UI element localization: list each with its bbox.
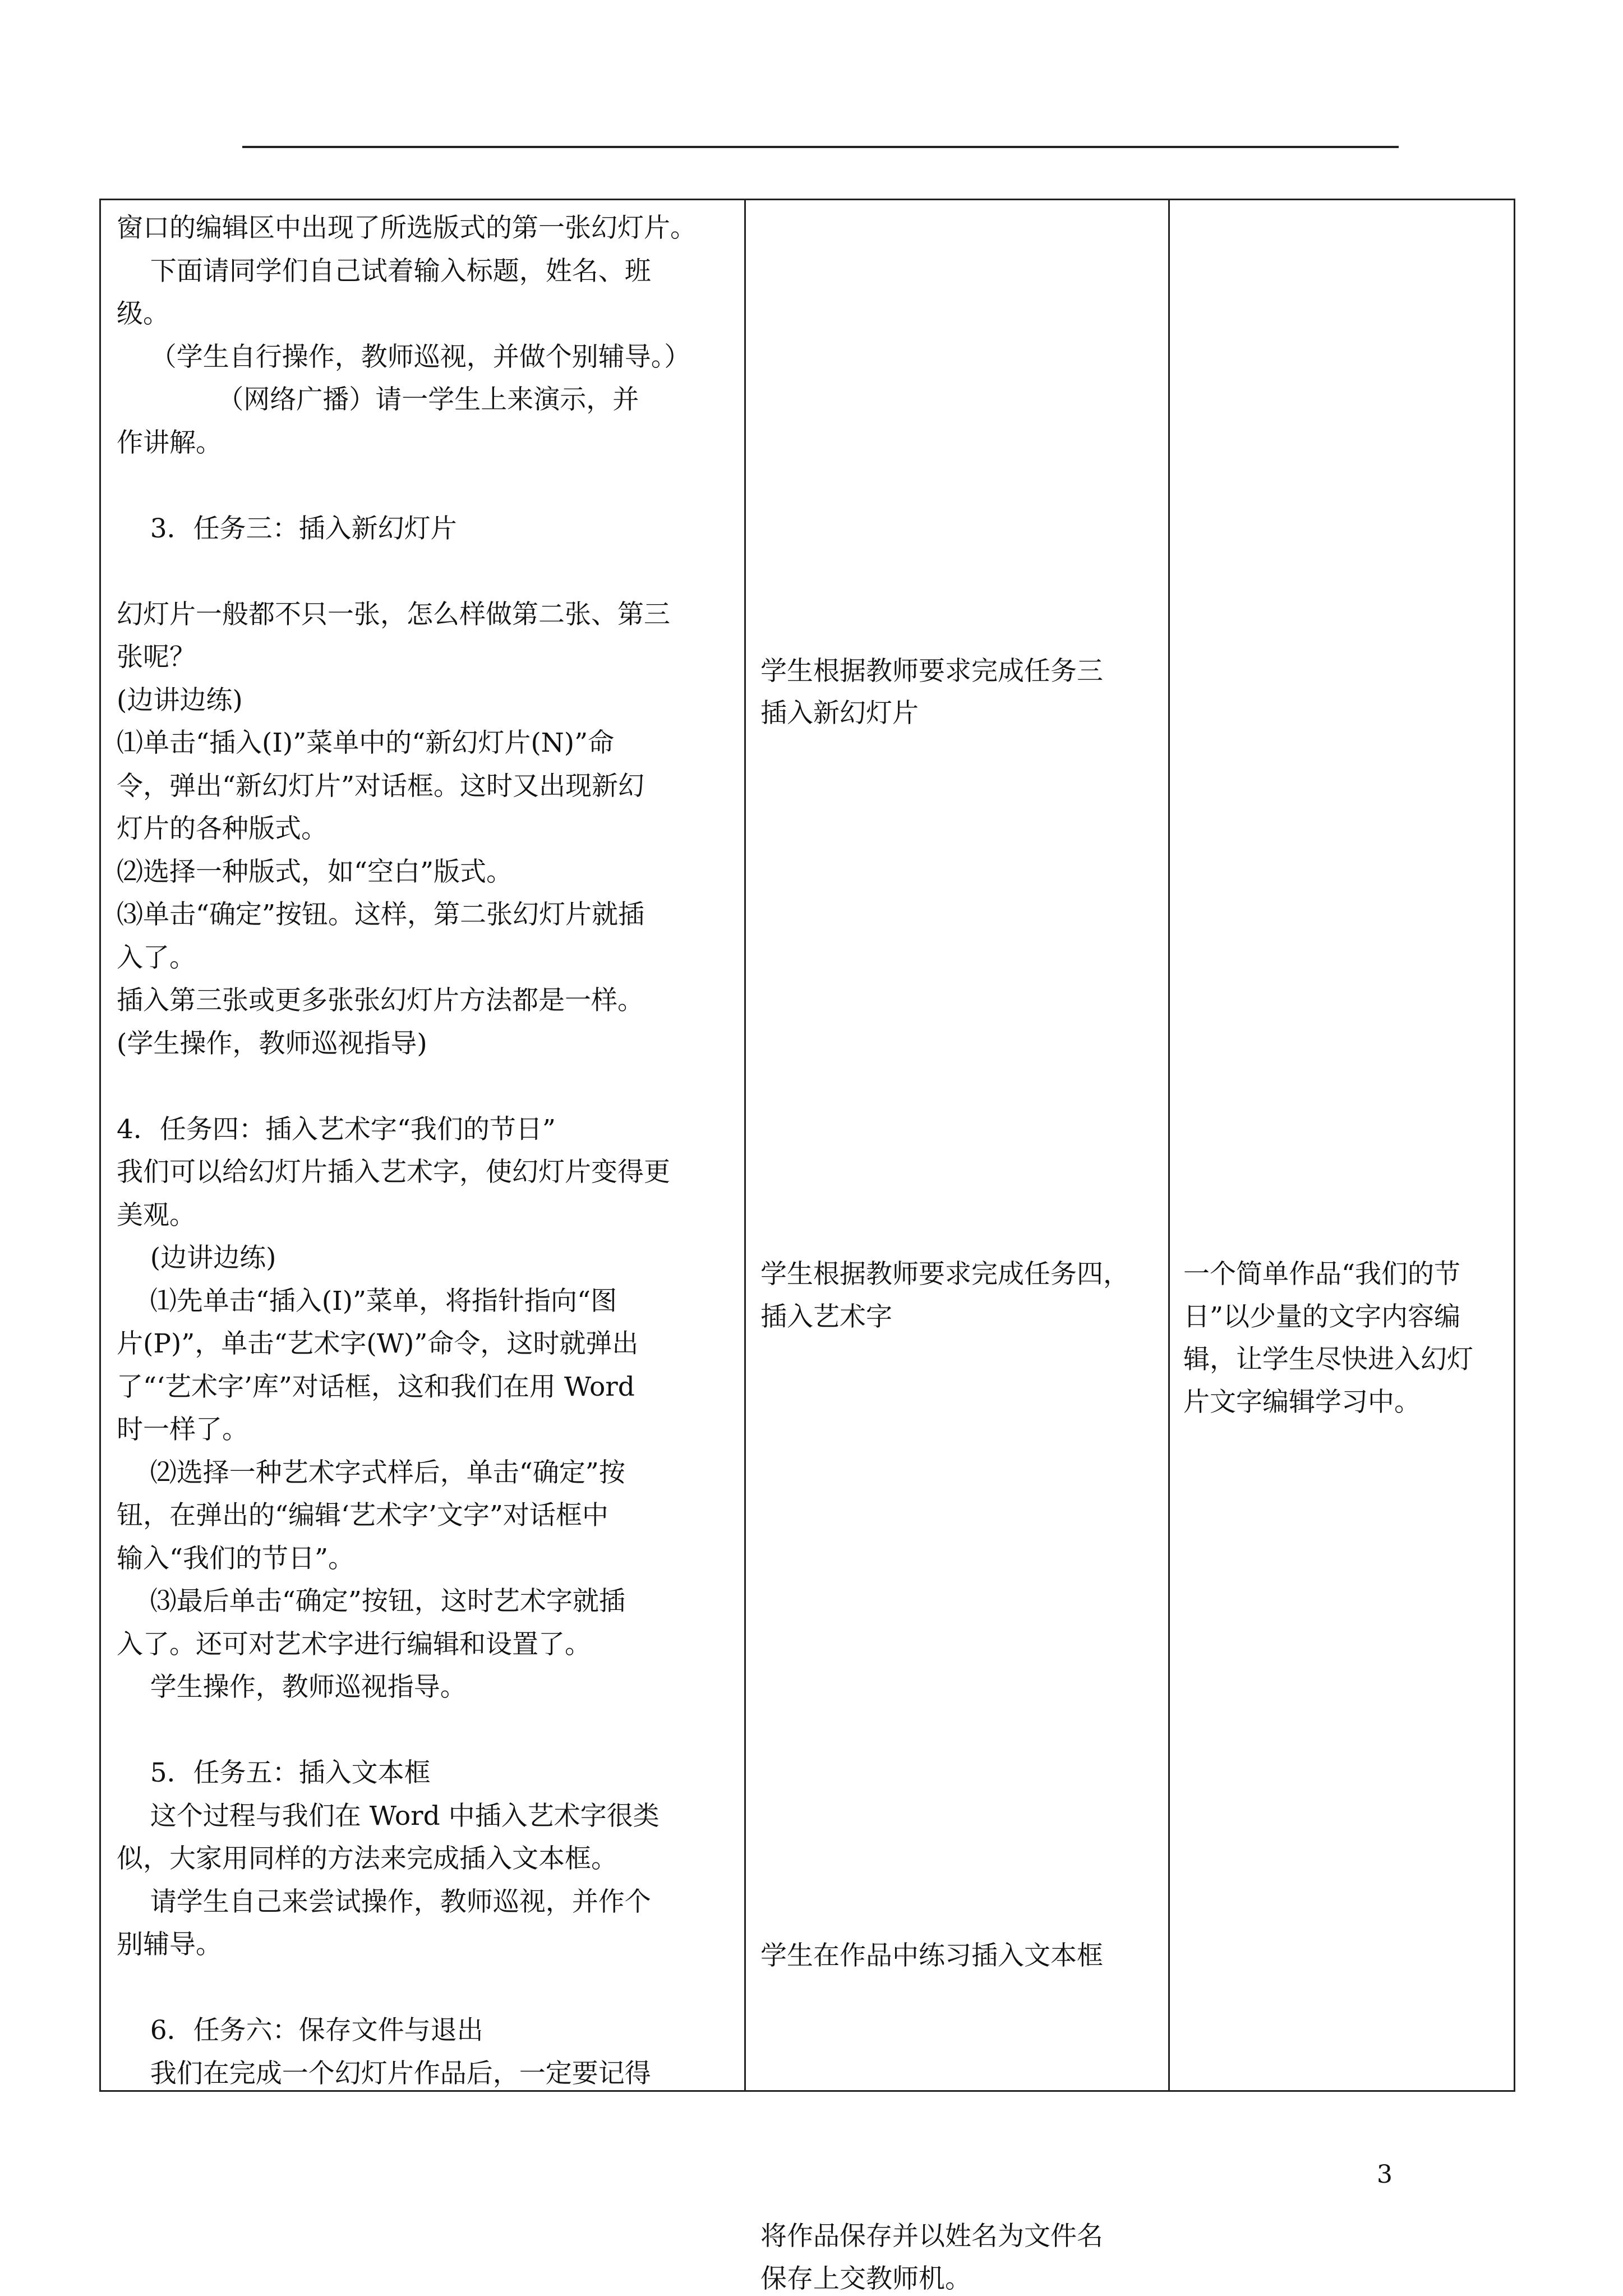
col1-line: （网络广播）请一学生上来演示，并 [117,384,639,415]
col1-line: ⑵选择一种版式，如“空白”版式。 [117,856,513,887]
col3-line: 日”以少量的文字内容编 [1183,1301,1461,1332]
col1-line: 级。 [117,298,169,329]
col1-line: 片(P)”，单击“艺术字(W)”命令，这时就弹出 [117,1328,639,1359]
col1-line: ⑶单击“确定”按钮。这样，第二张幻灯片就插 [117,899,645,930]
col1-line: 5．任务五：插入文本框 [117,1757,431,1788]
page-number: 3 [1377,2160,1393,2189]
col3-line: 一个简单作品“我们的节 [1183,1259,1461,1290]
col3-line: 辑，让学生尽快进入幻灯 [1183,1344,1473,1375]
col1-line: （学生自行操作，教师巡视，并做个别辅导。） [117,341,691,372]
student-activity-column [746,200,1168,2294]
col1-line: 学生操作，教师巡视指导。 [117,1672,467,1703]
col1-line: 钮，在弹出的“编辑‘艺术字’文字”对话框中 [117,1500,608,1531]
col1-line: 幻灯片一般都不只一张，怎么样做第二张、第三 [117,599,670,630]
col2-line: 将作品保存并以姓名为文件名 [760,2221,1103,2252]
col2-line: 保存上交教师机。 [760,2263,971,2294]
lesson-table [99,199,1515,2294]
col1-line: 了“‘艺术字’库”对话框，这和我们在用 Word [117,1371,635,1402]
col2-line: 学生在作品中练习插入文本框 [760,1940,1103,1971]
col2-line: 插入艺术字 [760,1301,892,1332]
col1-line: 这个过程与我们在 Word 中插入艺术字很类 [117,1800,660,1832]
col1-line: 我们在完成一个幻灯片作品后，一定要记得 [117,2058,651,2089]
col1-line: 入了。还可对艺术字进行编辑和设置了。 [117,1628,591,1660]
col1-line: 插入第三张或更多张张幻灯片方法都是一样。 [117,985,644,1016]
col1-line: (边讲边练) [117,1243,276,1273]
col1-line: 窗口的编辑区中出现了所选版式的第一张幻灯片。 [117,213,697,243]
teacher-activity-column [101,200,744,2090]
col1-line: 4．任务四：插入艺术字“我们的节日” [117,1114,556,1145]
col1-line: ⑵选择一种艺术字式样后，单击“确定”按 [117,1457,625,1488]
col1-line: (学生操作，教师巡视指导) [117,1028,427,1059]
col2-line: 学生根据教师要求完成任务三 [760,656,1103,687]
col1-line: ⑴先单击“插入(I)”菜单，将指针指向“图 [117,1285,617,1317]
col1-line: 6．任务六：保存文件与退出 [117,2015,483,2046]
col1-line: 美观。 [117,1199,196,1231]
col1-line: 作讲解。 [117,427,222,458]
col3-line: 片文字编辑学习中。 [1183,1387,1421,1418]
col1-line: 似，大家用同样的方法来完成插入文本框。 [117,1843,617,1874]
col1-line: 时一样了。 [117,1414,248,1445]
design-intent-column [1170,200,1515,2090]
col1-line: 张呢？ [117,642,196,673]
col1-line: (边讲边练) [117,684,243,716]
col1-line: 请学生自己来尝试操作，教师巡视，并作个 [117,1886,651,1917]
col1-line: 输入“我们的节日”。 [117,1543,355,1574]
col2-line: 学生根据教师要求完成任务四， [760,1259,1129,1290]
col1-line: 下面请同学们自己试着输入标题，姓名、班 [117,255,651,287]
col2-line: 插入新幻灯片 [760,698,919,729]
col1-line: 灯片的各种版式。 [117,813,328,844]
col1-line: 我们可以给幻灯片插入艺术字，使幻灯片变得更 [117,1157,670,1188]
col1-line: ⑴单击“插入(I)”菜单中的“新幻灯片(N)”命 [117,728,615,758]
header-rule [242,146,1399,148]
col1-line: 3．任务三：插入新幻灯片 [117,513,457,544]
col1-line: 入了。 [117,942,196,973]
col1-line: ⑶最后单击“确定”按钮，这时艺术字就插 [117,1586,625,1617]
col1-line: 令，弹出“新幻灯片”对话框。这时又出现新幻 [117,770,645,802]
col1-line: 别辅导。 [117,1929,222,1960]
